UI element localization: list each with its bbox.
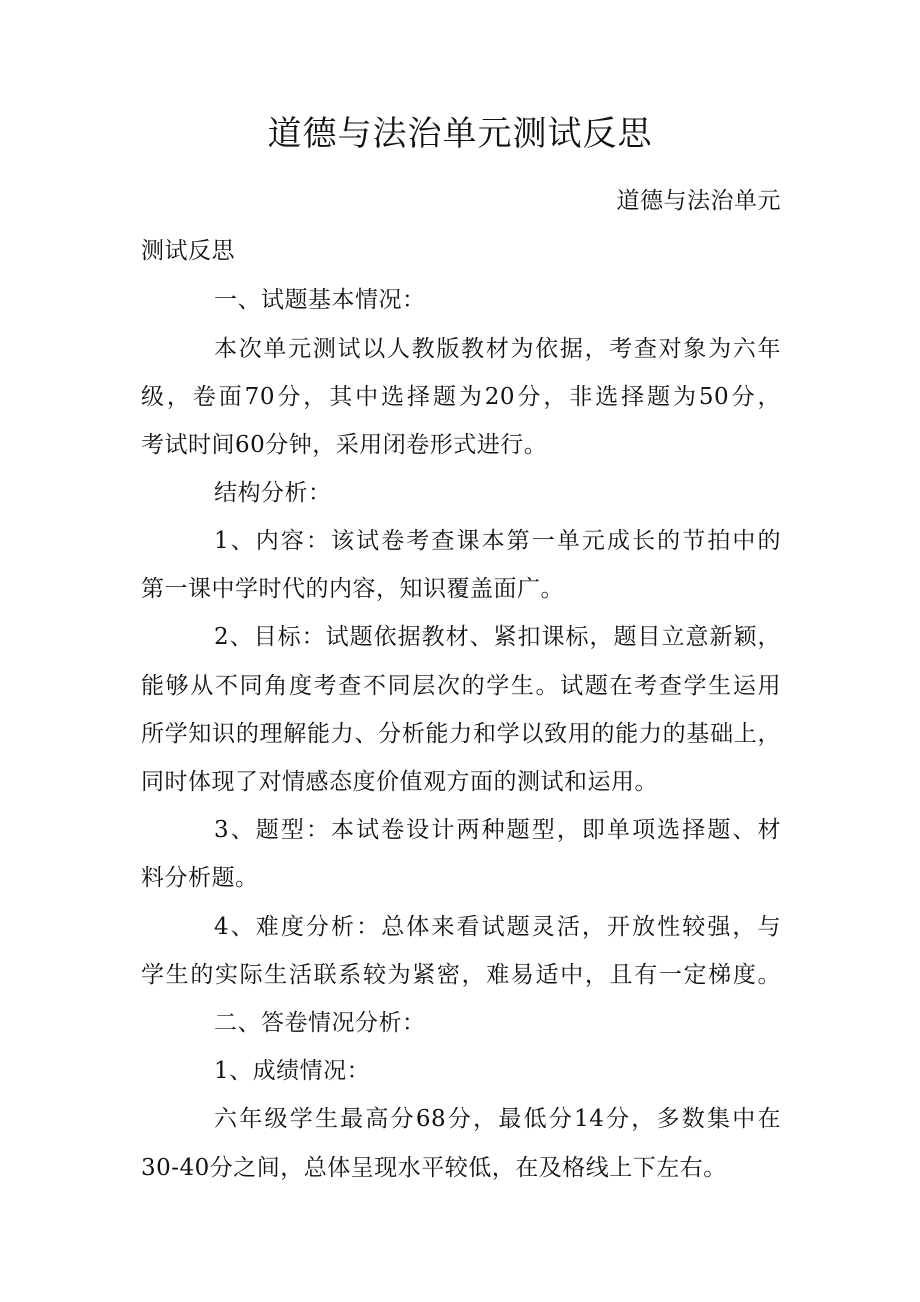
- section-heading-answers: 二、答卷情况分析：: [214, 1010, 426, 1036]
- paragraph-line: 30-40分之间，总体呈现水平较低，在及格线上下左右。: [141, 1155, 727, 1181]
- subtitle-line-2: 测试反思: [141, 238, 235, 264]
- paragraph-line: 同时体现了对情感态度价值观方面的测试和运用。: [141, 769, 658, 795]
- paragraph-line: 能够从不同角度考查不同层次的学生。试题在考查学生运用: [141, 673, 781, 699]
- paragraph-line: 所学知识的理解能力、分析能力和学以致用的能力的基础上，: [141, 721, 781, 747]
- paragraph-line: 3、题型：本试卷设计两种题型，即单项选择题、材: [214, 817, 781, 843]
- paragraph-line: 4、难度分析：总体来看试题灵活，开放性较强，与: [214, 914, 781, 940]
- paragraph-line: 第一课中学时代的内容，知识覆盖面广。: [141, 576, 564, 602]
- paragraph-line: 本次单元测试以人教版教材为依据，考查对象为六年: [214, 336, 781, 362]
- paragraph-line: 考试时间60分钟，采用闭卷形式进行。: [141, 432, 548, 458]
- paragraph-line: 六年级学生最高分68分，最低分14分，多数集中在: [214, 1106, 781, 1132]
- paragraph-line: 料分析题。: [141, 865, 259, 891]
- subsection-heading-scores: 1、成绩情况：: [214, 1058, 371, 1084]
- paragraph-line: 1、内容：该试卷考查课本第一单元成长的节拍中的: [214, 528, 781, 554]
- paragraph-line: 2、目标：试题依据教材、紧扣课标，题目立意新颖，: [214, 624, 781, 650]
- section-heading-basic: 一、试题基本情况：: [214, 287, 426, 313]
- section-heading-structure: 结构分析：: [214, 480, 332, 506]
- subtitle-line-1: 道德与法治单元: [616, 188, 781, 214]
- document-title: 道德与法治单元测试反思: [267, 114, 653, 154]
- paragraph-line: 级，卷面70分，其中选择题为20分，非选择题为50分，: [141, 384, 781, 410]
- paragraph-line: 学生的实际生活联系较为紧密，难易适中，且有一定梯度。: [141, 962, 781, 988]
